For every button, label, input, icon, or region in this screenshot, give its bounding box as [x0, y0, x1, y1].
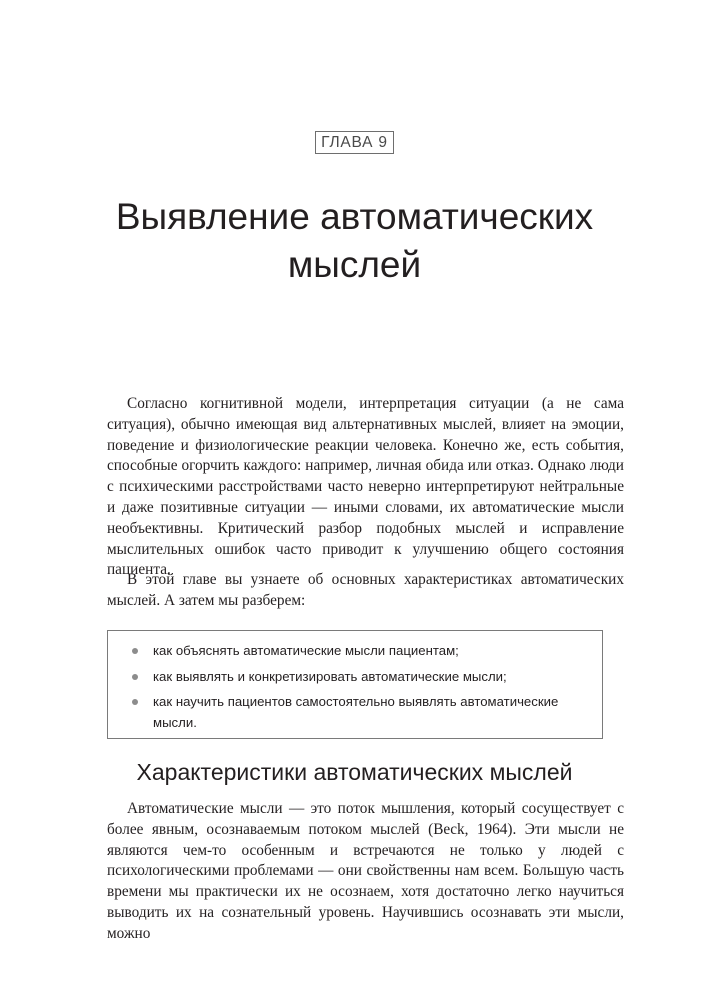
chapter-goals-list	[108, 631, 602, 738]
chapter-title-line-1: Выявление автоматических	[115, 196, 594, 237]
section-heading: Характеристики автоматических мыслей	[136, 759, 573, 785]
chapter-title-line-2: мыслей	[287, 244, 422, 285]
chapter-number: ГЛАВА 9	[315, 131, 394, 154]
chapter-label	[0, 131, 709, 154]
chapter-goals-box	[107, 630, 603, 739]
list-item: как выявлять и конкретизировать автоматические мысли;	[153, 667, 584, 693]
list-item: как научить пациентов самостоятельно выявлять автоматические мысли.	[153, 692, 584, 738]
intro-paragraph-1: Согласно когнитивной модели, интерпретация ситуации (а не сама ситуация), обычно имеющая вид альтернативных мыслей, влияет на эмоции, поведение и физиологические реакции человека. Конечно же, есть события, способные огорчить каждого: например, личная обида или отказ. Однако люди с психическими расстройствами часто неверно интерпретируют нейтральные и даже позитивные ситуации — иными словами, их автоматические мысли необъективны. Критический разбор подобных мыслей и исправление мыслительных ошибок часто приводит к улучшению общего состояния пациента.	[107, 395, 624, 579]
chapter-title	[0, 193, 709, 289]
intro-paragraph-2: В этой главе вы узнаете об основных характеристиках автоматических мыслей. А затем мы разберем:	[107, 571, 624, 609]
section-paragraph: Автоматические мысли — это поток мышления, который сосуществует с более явным, осознаваемым потоком мыслей (Beck, 1964). Эти мысли не являются чем-то особенным и встречаются не только у людей с психологическими проблемами — они свойственны нам всем. Большую часть времени мы практически их не осознаем, хотя достаточно легко научиться выводить их на сознательный уровень. Научившись осознавать эти мысли, можно	[107, 800, 624, 942]
list-item: как объяснять автоматические мысли пациентам;	[153, 641, 584, 667]
